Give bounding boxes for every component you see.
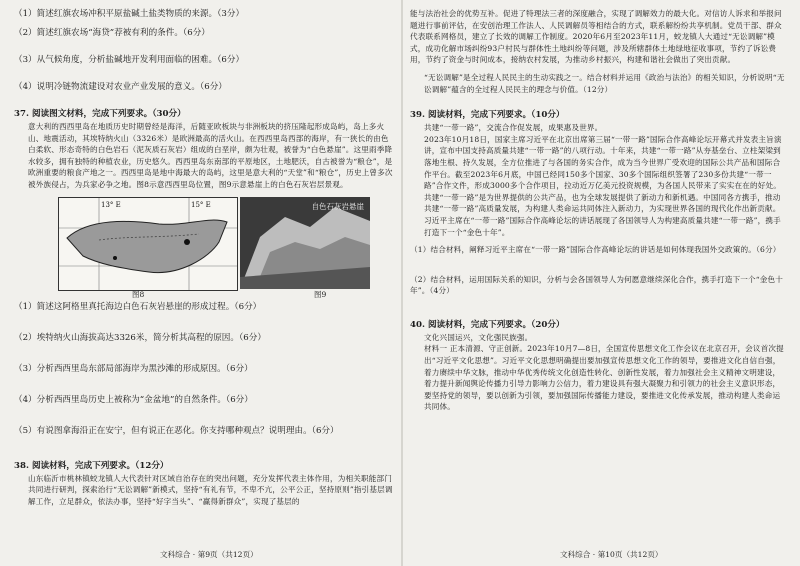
question-37-material: 意大利的西西里岛在地质历史时期曾经是海洋，后随亚欧板块与非洲板块的挤压隆起形成岛屿，岛上多火山、地震活动，其埃特纳火山（3326米）是欧洲最高的活火山。在西西里岛西部的海岸，有一狭长的由色白柔软、形态奇特的白色岩石（泥灰质石灰岩）组成的白垩岸，颇为壮观，被誉为“白色悬崖”。这里雨季降水较多，拥有独特的种植农业，历史悠久。西西里岛东南部的平原地区，土地肥沃，自古被誉为“粮仓”，是欧洲重要的粮食产地之一。西西里岛是地中海最大的岛屿，这里是意大利的“天堂”和“粮仓”，历史上曾多次被外族侵占，为兵家必争之地。图8示意西西里岛位置，图9示意悬崖上的白色石灰岩层景观。 bbox=[28, 122, 393, 189]
longitude-label-1: 13° E bbox=[101, 200, 121, 209]
question-37-item-3: （3）分析西西里岛东部局部海岸为黑沙滩的形成原因。（6分） bbox=[14, 363, 253, 374]
question-39-material: 2023年10月18日，国家主席习近平在北京出席第三届“一带一路”国际合作高峰论坛开幕式并发表主旨演讲，宣布中国支持高质量共建“一带一路”的八项行动。十年来，共建“一带一路”从夯基垒台、立柱架梁到落地生根、持久发展，全方位推进了与各国的务实合作，成为当今世界广受欢迎的国际公共产品和国际合作平台。截至2023年6月底，中国已经同150多个国家、30多个国际组织签署了230多份共建“一带一路”合作文件，形成3000多个合作项目，拉动近万亿美元投资规模，为各国人民带来了实实在在的好处。共建“一带一路”是为世界提供的公共产品，也为全球发展提供了新动力和新机遇。中国同各方携手，推动共建“一带一路”高质量发展，为构建人类命运共同体注入新动力，为实现世界各国的现代化作出新贡献。 bbox=[424, 134, 782, 214]
question-40-material: 材料一 正本清源、守正创新。2023年10月7—8日，全国宣传思想文化工作会议在北京召开，会议首次提出“习近平文化思想”。习近平文化思想明确提出要加强宣传思想文化工作的领导，要推进文化自信自强，着力赓续中华文脉，推动中华优秀传统文化创造性转化、创新性发展，着力加强社会主义精神文明建设，着力提升新闻舆论传播力引导力影响力公信力，着力建设具有强大凝聚力和引领力的社会主义意识形态，要坚持党的领导，要以创新为引领，要加强国际传播能力建设，要推进文化传承发展，推动构建人类命运共同体。 bbox=[424, 344, 784, 412]
right-page bbox=[410, 8, 786, 413]
question-36-item-1: （1）简述红旗农场冲积平原盐碱土盐类物质的来源。（3分） bbox=[14, 9, 245, 19]
question-37-item-5: （5）有说图拿海沿正在安宁，但有说正在恶化。你支持哪种观点？说明理由。（6分） bbox=[14, 425, 339, 436]
question-38-continued: 能与法治社会的优势互补。促进了特理法三者的深度融合，实现了调解效力的最大化。对信访人诉求和举报问题进行事前评估，在安创治理工作法人、人民调解员等相结合的方式，联系解纷纷共享机制。党员干部、群众代表联系网格员，建立了长效的调解工作制度。2020年6月至2023年11月，蛟龙镇人大通过“无讼调解”模式，成功化解市场纠纷93户村民与群体性土地纠纷等问题，涉及所辖群体土地绿地征收事项，节约了诉讼费用，节约了资金与时间成本，接纳农村发展，为推动乡村振兴，构建和谐社会做出了突出贡献。 bbox=[410, 9, 782, 65]
longitude-label-2: 15° E bbox=[191, 200, 211, 209]
question-39-quote: 习近平主席在“一带一路”国际合作高峰论坛的讲话展现了各国领导人为构建高质量共建“一带一路”，携手打造下一个“金色十年”。 bbox=[424, 215, 781, 237]
figure-row bbox=[14, 197, 394, 299]
question-36-item-3: （3）从气候角度，分析盐碱地开发利用面临的困难。（6分） bbox=[14, 55, 245, 65]
question-36-item-2: （2）简述红旗农场“海贷”荐被有利的条件。（6分） bbox=[14, 28, 210, 38]
question-37-item-1: （1）简述这阿格里真托海边白色石灰岩悬崖的形成过程。（6分） bbox=[14, 301, 262, 312]
question-38-task: “无讼调解”是全过程人民民主的生动实践之一。结合材料并运用《政治与法治》的相关知识，分析说明“无讼调解”蕴含的全过程人民民主的理念与价值。（12分） bbox=[424, 72, 785, 94]
page-10-footer: 文科综合 · 第10页（共12页） bbox=[560, 550, 663, 559]
question-39-item-1: （1）结合材料，阐释习近平主席在“一带一路”国际合作高峰论坛的讲话是如何体现我国外交政策的。（6分） bbox=[410, 245, 781, 255]
question-38-header: 38. 阅读材料，完成下列要求。（12分） bbox=[14, 460, 169, 471]
question-40-header: 40. 阅读材料，完成下列要求。（20分） bbox=[410, 319, 565, 330]
question-36-item-4: （4）说明冷链物流建设对农业产业发展的意义。（6分） bbox=[14, 82, 227, 92]
photo-title: 自色石灰岩悬崖 bbox=[311, 201, 364, 211]
question-40-lead: 文化兴国运兴，文化强民族强。 bbox=[424, 332, 533, 342]
island-outline bbox=[67, 220, 227, 273]
question-39-header: 39. 阅读材料，完成下列要求。（10分） bbox=[410, 110, 565, 121]
page-9-footer: 文科综合 · 第9页（共12页） bbox=[160, 550, 258, 559]
figure-8-caption: 图8 bbox=[132, 289, 145, 299]
sicily-map bbox=[58, 197, 238, 291]
question-39-item-2: （2）结合材料，运用国际关系的知识，分析与会各国领导人为何愿意继续深化合作，携手打造下一个“金色十年”。（4分） bbox=[410, 274, 783, 296]
sicily-map-drawing bbox=[59, 198, 237, 290]
question-39-lead: 共建“一带一路”，交流合作促发展，成果惠及世界。 bbox=[424, 123, 603, 133]
figure-9-caption: 图9 bbox=[314, 289, 327, 299]
question-37-item-2: （2）埃特纳火山海拔高达3326米，简分析其高程的原因。（6分） bbox=[14, 332, 266, 343]
limestone-cliff-photo bbox=[240, 197, 370, 289]
page-fold bbox=[401, 0, 403, 566]
left-page bbox=[14, 8, 394, 507]
question-37-item-4: （4）分析西西里岛历史上被称为“金盆地”的自然条件。（6分） bbox=[14, 394, 253, 405]
question-38-material: 山东临沂市桃林镇蛟龙镇人大代表针对区域自治存在的突出问题，充分发挥代表主体作用，为相关职能部门共同进行研判，探索治行“无讼调解”新模式，坚持“有礼有节，不卑不亢，公平公正，坚持原则”指引基层调解工作，立足群众，依法办事，坚持“好字当头”、“赢得新群众”，实现了基层的 bbox=[28, 473, 393, 506]
question-37-header: 37. 阅读图文材料，完成下列要求。（30分） bbox=[14, 109, 186, 119]
